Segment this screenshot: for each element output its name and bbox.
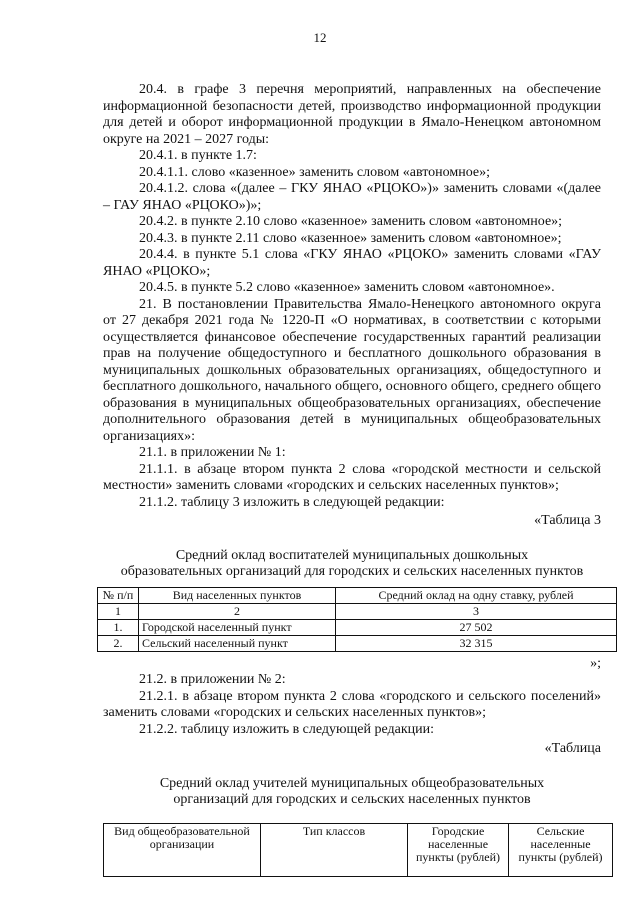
header-cell-organization-type: Вид общеобразовательной организации [104, 823, 261, 876]
paragraph: 21.2. в приложении № 2: [139, 672, 286, 687]
paragraph: 20.4.3. в пункте 2.11 слово «казенное» заменить словом «автономное»; [139, 230, 562, 246]
row-salary: 32 315 [336, 635, 617, 651]
header-cell-salary: Средний оклад на одну ставку, рублей [336, 587, 617, 603]
header-cell-rural: Сельские населенные пункты (рублей) [509, 823, 613, 876]
header-cell-class-type: Тип классов [261, 823, 408, 876]
numbering-cell: 1 [98, 603, 139, 619]
paragraph: 21. В постановлении Правительства Ямало-Ненецкого автономного округа от 27 декабря 2021 года № 1220-П «О нормативах, в соответствии с которыми осуществляется финансовое обеспечение государственных гарантий реализации прав на получение общедоступного и бесплатного дошкольного образования в муниципальных дошкольных образовательных организациях, общедоступного и бесплатного дошкольного, начального общего, основного общего, среднего общего образования в муниципальных общеобразовательных организациях, обеспечение дополнительного образования детей в муниципальных общеобразовательных организациях»: [103, 296, 601, 444]
paragraph: 21.1. в приложении № 1: [139, 445, 286, 460]
paragraph: 20.4. в графе 3 перечня мероприятий, направленных на обеспечение информационной безопасности детей, производство информационной продукции для детей и оборот информационной продукции в Ямало-Ненецком автономном округе на 2021 – 2027 годы: [103, 82, 601, 147]
table1-label: «Таблица 3 [534, 513, 601, 528]
teacher-salary-table-1 [97, 587, 617, 652]
row-number: 2. [98, 635, 139, 651]
numbering-cell: 3 [336, 603, 617, 619]
table-row [98, 619, 617, 635]
table1-closing: »; [590, 655, 601, 671]
paragraph: 20.4.5. в пункте 5.2 слово «казенное» заменить словом «автономное». [139, 280, 555, 295]
row-number: 1. [98, 619, 139, 635]
paragraph: 20.4.2. в пункте 2.10 слово «казенное» заменить словом «автономное»; [139, 214, 563, 229]
header-cell-number: № п/п [98, 587, 139, 603]
table1-caption-line2: образовательных организаций для городских и сельских населенных пунктов [120, 564, 584, 579]
document-body [103, 82, 601, 877]
table2-caption-line2: организаций для городских и сельских населенных пунктов [173, 792, 531, 807]
header-cell-urban: Городские населенные пункты (рублей) [408, 823, 509, 876]
table-header-row [98, 587, 617, 603]
teacher-salary-table-2 [103, 823, 613, 877]
table-numbering-row [98, 603, 617, 619]
numbering-cell: 2 [139, 603, 336, 619]
paragraph: 20.4.1.2. слова «(далее – ГКУ ЯНАО «РЦОКО»)» заменить словами «(далее – ГАУ ЯНАО «РЦОКО»)»; [103, 181, 601, 213]
paragraph: 20.4.1. в пункте 1.7: [139, 148, 257, 163]
paragraph: 21.1.1. в абзаце втором пункта 2 слова «городской местности и сельской местности» заменить словами «городских и сельских населенных пунктов»; [103, 461, 601, 493]
paragraph: 21.1.2. таблицу 3 изложить в следующей редакции: [139, 494, 445, 510]
table-row [98, 635, 617, 651]
paragraph: 20.4.1.1. слово «казенное» заменить словом «автономное»; [139, 164, 491, 180]
paragraph: 21.2.1. в абзаце втором пункта 2 слова «городского и сельского поселений» заменить словами «городских и сельских населенных пунктов»; [103, 688, 601, 720]
paragraph: 21.2.2. таблицу изложить в следующей редакции: [139, 721, 435, 737]
table-header-row [104, 823, 613, 876]
table2-caption-line1: Средний оклад учителей муниципальных общеобразовательных [159, 775, 545, 791]
row-settlement-type: Сельский населенный пункт [139, 635, 336, 651]
row-salary: 27 502 [336, 619, 617, 635]
header-cell-settlement-type: Вид населенных пунктов [139, 587, 336, 603]
paragraph: 20.4.4. в пункте 5.1 слова «ГКУ ЯНАО «РЦОКО» заменить словами «ГАУ ЯНАО «РЦОКО»; [103, 247, 601, 279]
table2-label: «Таблица [544, 741, 601, 756]
page-number: 12 [313, 30, 327, 45]
row-settlement-type: Городской населенный пункт [139, 619, 336, 635]
table1-caption-line1: Средний оклад воспитателей муниципальных дошкольных [175, 547, 529, 563]
